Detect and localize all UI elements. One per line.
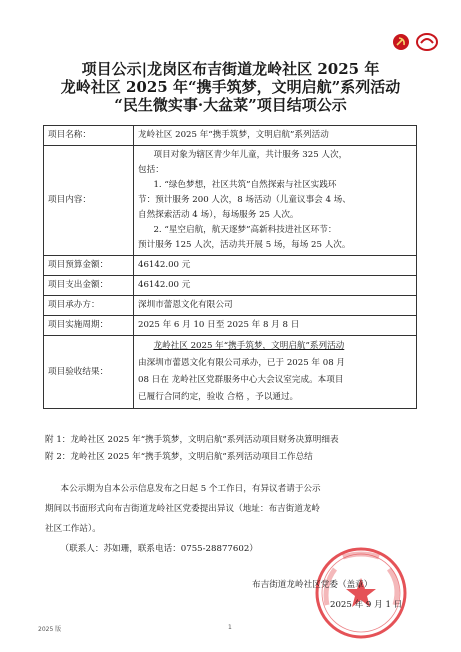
table-row-expense <box>44 276 417 296</box>
party-emblem-icon <box>392 33 410 51</box>
project-content-value <box>134 146 417 256</box>
page-title-line-2: 龙岭社区 2025 年“携手筑梦，文明启航”系列活动 <box>60 78 401 96</box>
content-line: 自然探索活动 4 场），每场服务 25 人次。 <box>138 210 299 220</box>
notice-line: 社区工作站）。 <box>45 524 101 534</box>
content-line: 预计服务 125 人次，活动共开展 5 场，每场 25 人次。 <box>138 240 351 250</box>
acceptance-line: 龙岭社区 2025 年“携手筑梦，文明启航”系列活动 <box>153 341 345 351</box>
signature-org: 布吉街道龙岭社区党委（盖章） <box>252 580 373 590</box>
notice-line: 期间以书面形式向布吉街道龙岭社区党委提出异议（地址：布吉街道龙岭 <box>45 504 321 514</box>
project-content-label: 项目内容： <box>44 146 134 256</box>
expense-value: 46142.00 元 <box>134 276 417 296</box>
project-name-value: 龙岭社区 2025 年“携手筑梦，文明启航”系列活动 <box>134 126 417 146</box>
notice-line: （联系人：苏如珊，联系电话：0755-28877602） <box>60 544 258 554</box>
acceptance-value <box>134 336 417 409</box>
community-logo-icon <box>415 32 439 52</box>
content-line: 包括： <box>138 165 164 175</box>
notice-line: 本公示期为自本公示信息发布之日起 5 个工作日，有异议者请于公示 <box>60 484 321 494</box>
period-value: 2025 年 6 月 10 日至 2025 年 8 月 8 日 <box>134 316 417 336</box>
organizer-value: 深圳市蕾恩文化有限公司 <box>134 296 417 316</box>
page-title-line-3: “民生微实事·大盆菜”项目结项公示 <box>114 96 347 114</box>
table-row-budget <box>44 256 417 276</box>
signature-date: 2025 年 9 月 1 日 <box>330 600 403 610</box>
table-row-period <box>44 316 417 336</box>
acceptance-label: 项目验收结果： <box>44 336 134 409</box>
period-label: 项目实施周期： <box>44 316 134 336</box>
project-name-label: 项目名称： <box>44 126 134 146</box>
content-line: 1. “绿色梦想，社区共筑”自然探索与社区实践环 <box>153 180 337 190</box>
budget-value: 46142.00 元 <box>134 256 417 276</box>
organizer-label: 项目承办方： <box>44 296 134 316</box>
budget-label: 项目预算金额： <box>44 256 134 276</box>
expense-label: 项目支出金额： <box>44 276 134 296</box>
table-row-content <box>44 146 417 256</box>
acceptance-line: 由深圳市蕾恩文化有限公司承办，已于 2025 年 08 月 <box>138 358 346 368</box>
table-row-name <box>44 126 417 146</box>
content-line: 项目对象为辖区青少年儿童，共计服务 325 人次， <box>153 150 348 160</box>
page-title-line-1: 项目公示|龙岗区布吉街道龙岭社区 2025 年 <box>81 60 380 78</box>
official-seal-icon <box>313 545 409 641</box>
attachment-1: 附 1：龙岭社区 2025 年“携手筑梦，文明启航”系列活动项目财务决算明细表 <box>45 435 339 445</box>
table-row-organizer <box>44 296 417 316</box>
table-row-acceptance <box>44 336 417 409</box>
content-line: 节：预计服务 200 人次，8 场活动（儿童议事会 4 场、 <box>138 195 351 205</box>
attachment-2: 附 2：龙岭社区 2025 年“携手筑梦，文明启航”系列活动项目工作总结 <box>45 452 313 462</box>
project-info-table <box>43 125 417 409</box>
acceptance-line: 08 日在 龙岭社区党群服务中心大会议室完成。本项目 <box>138 375 344 385</box>
content-line: 2. “星空启航，航天逐梦”高新科技进社区环节： <box>153 225 337 235</box>
footer-page-number: 1 <box>228 624 232 631</box>
footer-version: 2025 版 <box>38 626 62 633</box>
acceptance-line: 已履行合同约定，验收 合格 ，予以通过。 <box>138 392 299 402</box>
